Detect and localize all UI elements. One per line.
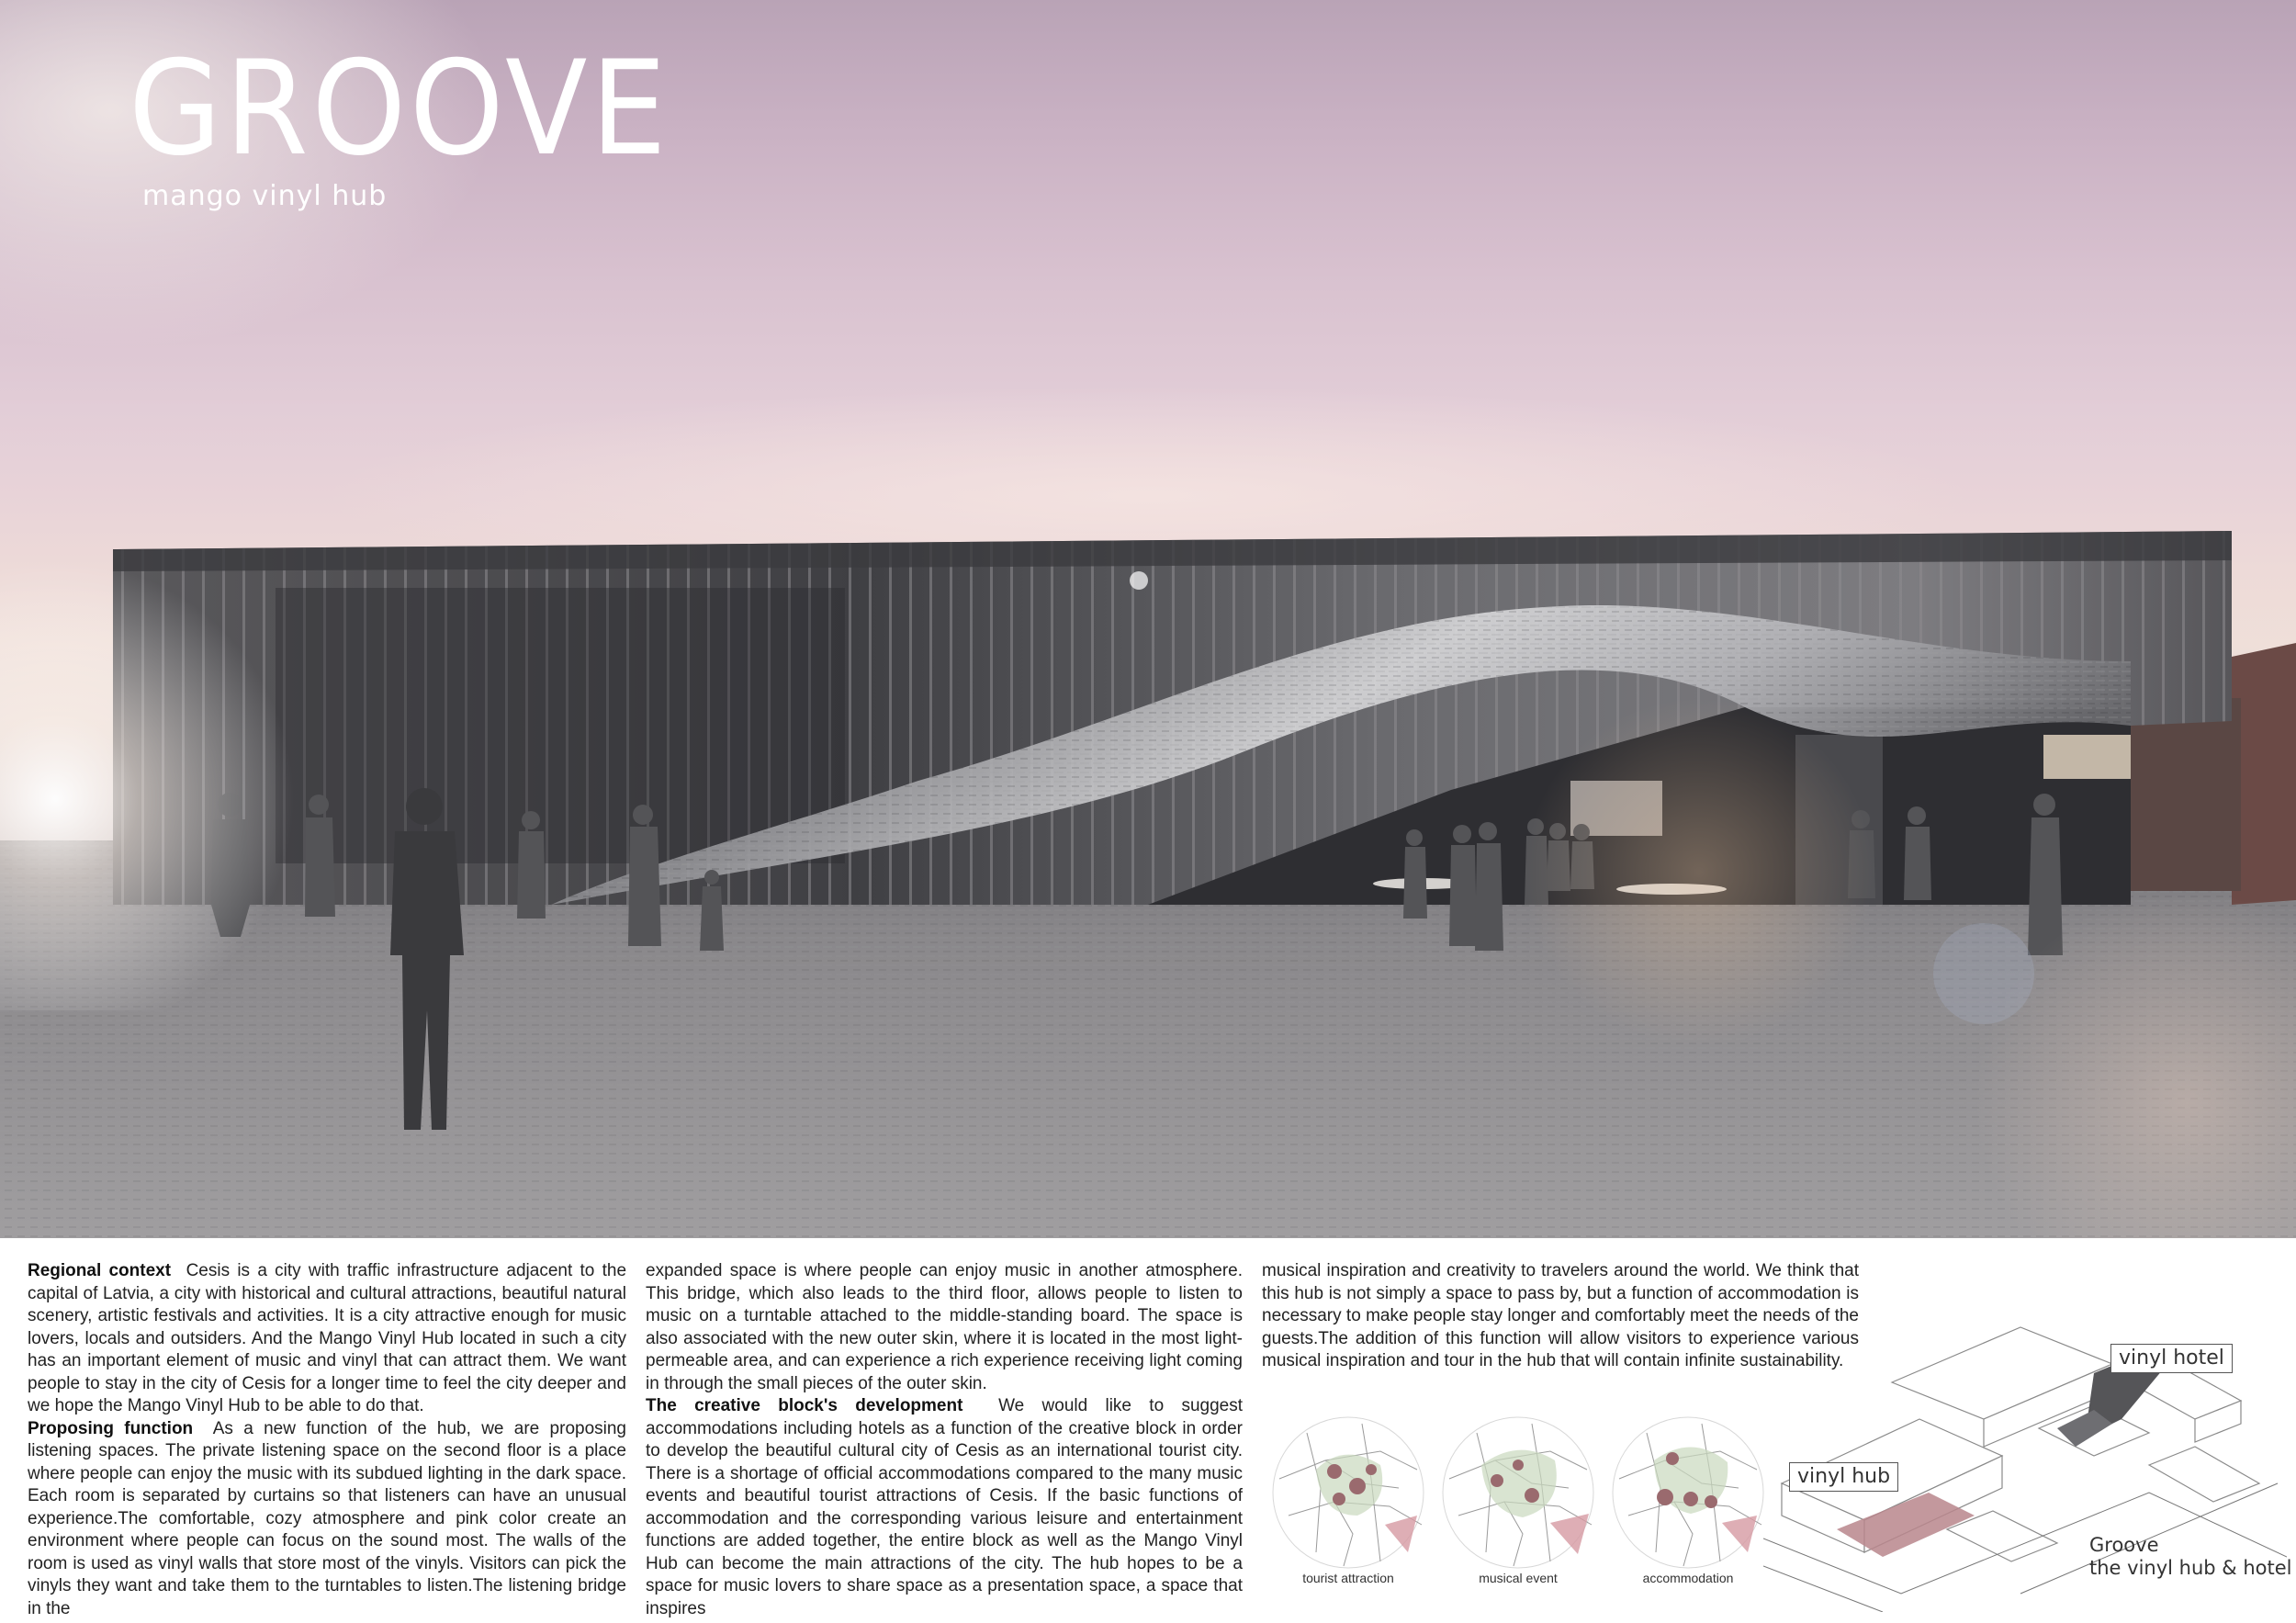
text-column-1: [28, 1260, 626, 1620]
map-musical-event-graphic: [1440, 1414, 1596, 1571]
page-title: GROOVE: [129, 33, 670, 185]
creative-block-text: We would like to suggest accommodations including hotels as a function of the creative block in order to develop the beautiful cultural city of Cesis as an international tourist city. There is a shortage of official accommodations compared to the many music events and beautiful tourist attractions of Cesis. If the basic functions of accommodation and the corresponding various leisure and entertainment functions are added together, the entire block as well as the Mango Vinyl Hub can become the main attractions of the city. The hub hopes to be a space for music lovers to share space as a presentation space, a space that inspires: [646, 1396, 1243, 1618]
creative-block-heading: The creative block's development: [646, 1396, 963, 1415]
proposing-function-text: As a new function of the hub, we are proposing listening spaces. The private listening space on the second floor is a place where people can enjoy the music with its subdued lighting in the dark space. Each room is separated by curtains so that listeners can have an unusual experience.The comfortable, cozy atmosphere and pink color create an environment where people can focus on the sound most. The walls of the room is used as vinyl walls that store most of the vinyls. Visitors can pick the vinyls they want and take them to the turntables to listen.The listening bridge in the: [28, 1418, 626, 1618]
regional-context-heading: Regional context: [28, 1261, 172, 1280]
listening-bridge-text: expanded space is where people can enjoy music in another atmosphere. This bridge, which also leads to the third floor, allows people to listen to music on a turntable attached to the middle-standing board. The space is also associated with the new outer skin, where it is located in the most light-permeable area, and can experience a rich experience receiving light coming in through the small pieces of the outer skin.: [646, 1261, 1243, 1393]
accommodation-text: musical inspiration and creativity to travelers around the world. We think that this hub is not simply a space to pass by, but a function of accommodation is necessary to make people stay longer and comfortably meet the needs of the guests.The addition of this function will allow visitors to experience various musical inspiration and tour in the hub that will contain infinite sustainability.: [1262, 1261, 1859, 1370]
map-label-musical: musical event: [1479, 1571, 1558, 1585]
map-accommodation-graphic: [1610, 1414, 1766, 1571]
map-tourist-attraction-graphic: [1270, 1414, 1426, 1571]
axo-caption-line1: Groove: [2089, 1534, 2159, 1556]
axo-caption-line2: the vinyl hub & hotel: [2089, 1557, 2292, 1580]
creative-block-paragraph: [646, 1395, 1243, 1620]
axo-caption: [2089, 1534, 2291, 1580]
map-tourist-attraction: [1270, 1414, 1426, 1598]
page-subtitle: mango vinyl hub: [142, 180, 388, 212]
text-column-2: [646, 1260, 1243, 1620]
regional-context-text: Cesis is a city with traffic infrastructure adjacent to the capital of Latvia, a city with historical and cultural attractions, beautiful natural scenery, artistic festivals and activities. It is a city attractive enough for music lovers, locals and outsiders. And the Mango Vinyl Hub located in such a city has an important element of music and vinyl that can attract them. We want people to stay in the city of Cesis for a longer time to feel the city deeper and we hope the Mango Vinyl Hub to be able to do that.: [28, 1261, 627, 1415]
callout-vinyl-hotel: vinyl hotel: [2110, 1344, 2233, 1373]
callout-vinyl-hub: vinyl hub: [1789, 1462, 1898, 1492]
map-label-accommodation: accommodation: [1642, 1571, 1734, 1585]
proposing-function-heading: Proposing function: [28, 1418, 194, 1438]
regional-context-paragraph: [28, 1260, 626, 1418]
proposing-function-paragraph: [28, 1418, 626, 1621]
map-musical-event: [1440, 1414, 1596, 1598]
map-accommodation: [1610, 1414, 1766, 1598]
map-label-tourist: tourist attraction: [1302, 1571, 1394, 1585]
